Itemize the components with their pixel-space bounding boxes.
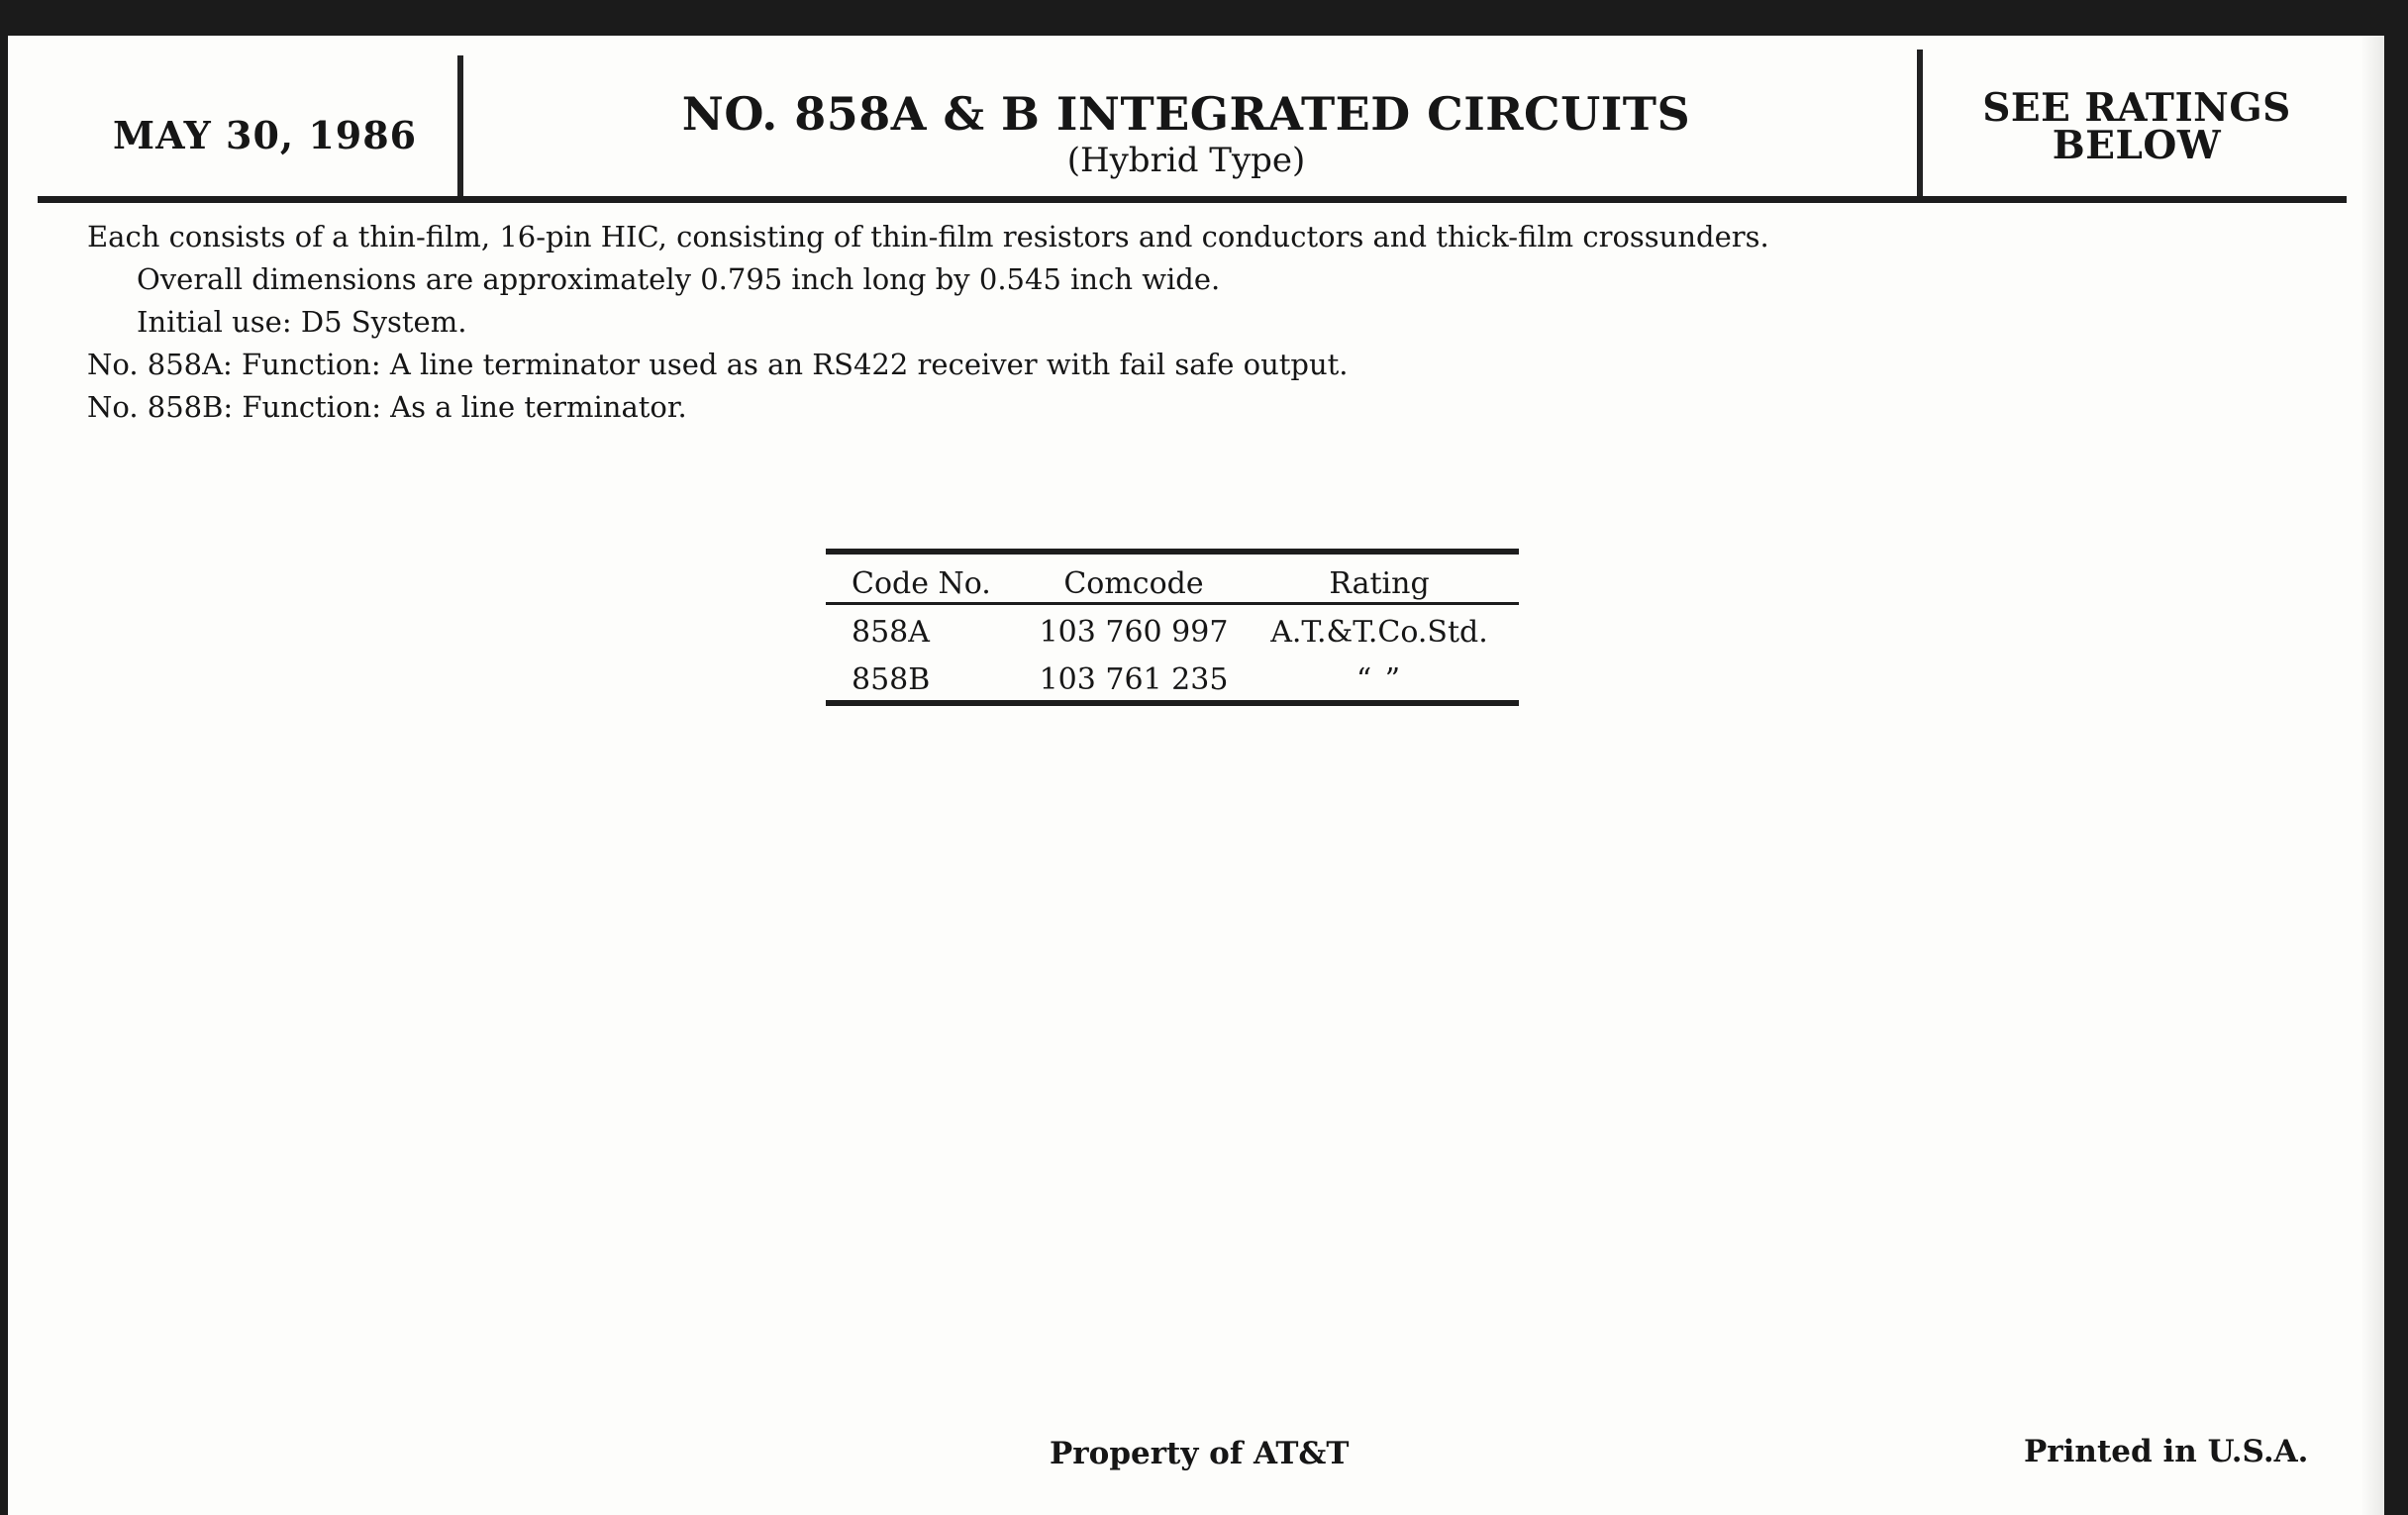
ratings-note — [1929, 85, 2345, 168]
table-cell-code: 858B — [852, 662, 931, 697]
description-line-3: Initial use: D5 System. — [137, 305, 467, 339]
description-line-1: Each consists of a thin-film, 16-pin HIC, consisting of thin-film resistors and conductors and thick-film crossunders. — [87, 220, 1769, 253]
table-row — [826, 605, 1519, 653]
description-line-4: No. 858A: Function: A line terminator used as an RS422 receiver with fail safe output. — [87, 348, 1349, 381]
ratings-note-line1: SEE RATINGS — [1982, 85, 2291, 131]
footer-property: Property of AT&T — [1050, 1436, 1350, 1471]
ratings-note-line2: BELOW — [2052, 123, 2222, 168]
header-divider-right — [1917, 50, 1923, 196]
table-cell-code: 858A — [852, 615, 930, 650]
page-subtitle: (Hybrid Type) — [1066, 141, 1306, 180]
header — [38, 36, 2345, 200]
header-rule — [38, 196, 2347, 203]
table-cell-rating-ditto: “ ” — [1355, 662, 1403, 697]
document-page — [8, 36, 2384, 1515]
footer-printed: Printed in U.S.A. — [2024, 1434, 2309, 1469]
table-row — [826, 653, 1519, 700]
table-header-comcode: Comcode — [1063, 566, 1204, 601]
table-header-row — [826, 555, 1519, 602]
header-divider-left — [457, 55, 463, 198]
table-cell-rating: A.T.&T.Co.Std. — [1270, 615, 1488, 650]
header-date: MAY 30, 1986 — [113, 113, 418, 157]
table-header-code: Code No. — [852, 566, 991, 601]
description — [87, 216, 1769, 429]
page-edge-shadow — [2360, 36, 2384, 1515]
page-title: NO. 858A & B INTEGRATED CIRCUITS — [681, 87, 1691, 141]
description-line-2: Overall dimensions are approximately 0.795 inch long by 0.545 inch wide. — [137, 262, 1221, 296]
table-cell-comcode: 103 761 235 — [1039, 662, 1229, 697]
table-cell-comcode: 103 760 997 — [1039, 615, 1229, 650]
description-line-5: No. 858B: Function: As a line terminator. — [87, 390, 687, 424]
code-table — [826, 549, 1519, 706]
table-bottom-rule — [826, 700, 1519, 706]
table-header-rating: Rating — [1329, 566, 1430, 601]
